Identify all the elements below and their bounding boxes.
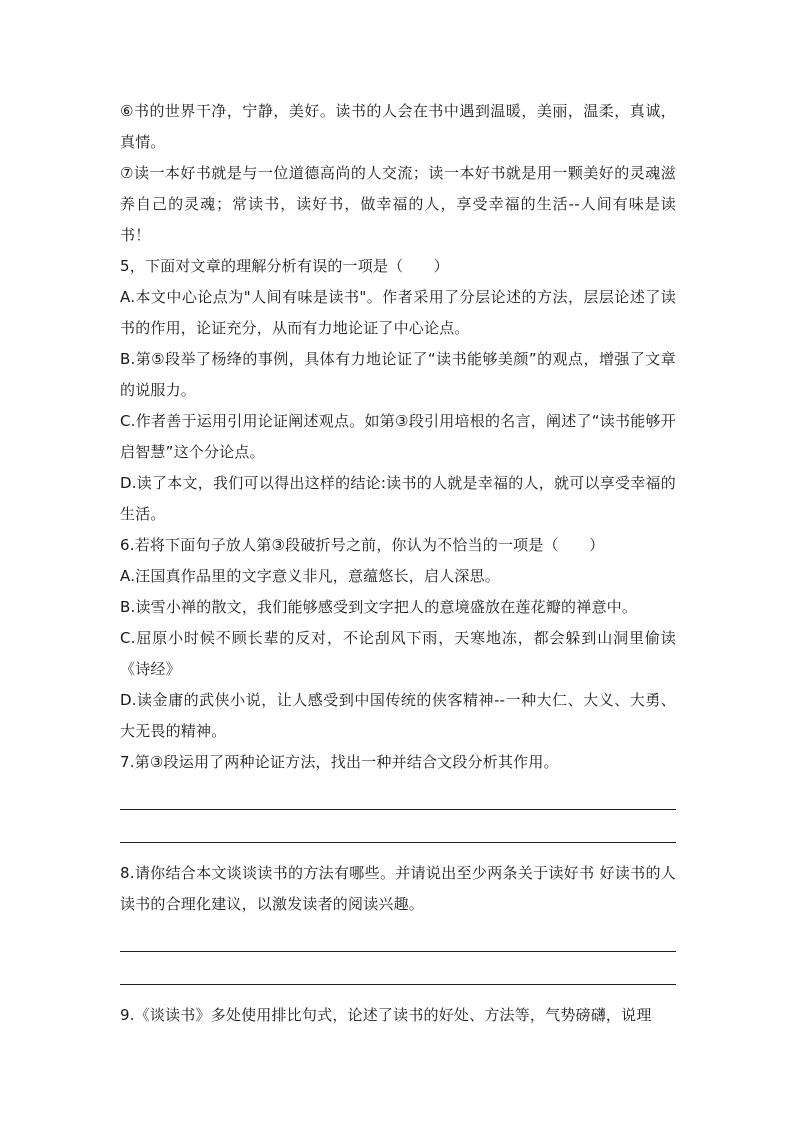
passage-paragraph-6: ⑥书的世界干净，宁静，美好。读书的人会在书中遇到温暖，美丽，温柔，真诚，真情。 xyxy=(120,102,676,151)
question-8-stem: 8.请你结合本文谈谈读书的方法有哪些。并请说出至少两条关于读好书 好读书的人读书的合理化建议，以激发读者的阅读兴趣。 xyxy=(120,864,676,913)
question-6-stem: 6.若将下面句子放人第③段破折号之前，你认为不恰当的一项是（ ） xyxy=(120,536,605,554)
spacer xyxy=(120,986,676,1000)
question-6-option-c: C.屈原小时候不顾长辈的反对，不论刮风下雨，天寒地冻，都会躲到山洞里偷读《诗经》 xyxy=(120,629,676,678)
question-8-answer-line-1[interactable] xyxy=(120,920,676,952)
question-8-answer-line-2[interactable] xyxy=(120,953,676,985)
question-7-answer-line-1[interactable] xyxy=(120,778,676,810)
question-7-answer-line-2[interactable] xyxy=(120,811,676,843)
question-5-stem: 5，下面对文章的理解分析有误的一项是（ ） xyxy=(120,257,449,275)
passage-paragraph-7: ⑦读一本好书就是与一位道德高尚的人交流；读一本好书就是用一颗美好的灵魂滋养自己的灵魂；常读书，读好书，做幸福的人，享受幸福的生活--人间有味是读书！ xyxy=(120,164,676,244)
question-5-option-b: B.第⑤段举了杨绛的事例，具体有力地论证了“读书能够美颜”的观点，增强了文章的说服力。 xyxy=(120,350,676,399)
document-body xyxy=(120,96,676,1031)
question-9-stem: 9.《谈读书》多处使用排比句式，论述了读书的好处、方法等，气势磅礴，说理 xyxy=(120,1006,652,1024)
question-6-option-b: B.读雪小禅的散文，我们能够感受到文字把人的意境盛放在莲花瓣的禅意中。 xyxy=(120,598,638,616)
spacer xyxy=(120,844,676,858)
question-5-option-d: D.读了本文，我们可以得出这样的结论:读书的人就是幸福的人，就可以享受幸福的生活。 xyxy=(120,474,676,523)
question-7-stem: 7.第③段运用了两种论证方法，找出一种并结合文段分析其作用。 xyxy=(120,753,559,771)
question-6-option-d: D.读金庸的武侠小说，让人感受到中国传统的侠客精神--一种大仁、大义、大勇、大无畏的精神。 xyxy=(120,691,676,740)
question-6-option-a: A.汪国真作品里的文字意义非凡，意蕴悠长，启人深思。 xyxy=(120,567,500,585)
question-5-option-a: A.本文中心论点为"人间有味是读书"。作者采用了分层论述的方法，层层论述了读书的作用，论证充分，从而有力地论证了中心论点。 xyxy=(120,288,676,337)
question-5-option-c: C.作者善于运用引用论证阐述观点。如第③段引用培根的名言，阐述了“读书能够开启智慧”这个分论点。 xyxy=(120,412,676,461)
